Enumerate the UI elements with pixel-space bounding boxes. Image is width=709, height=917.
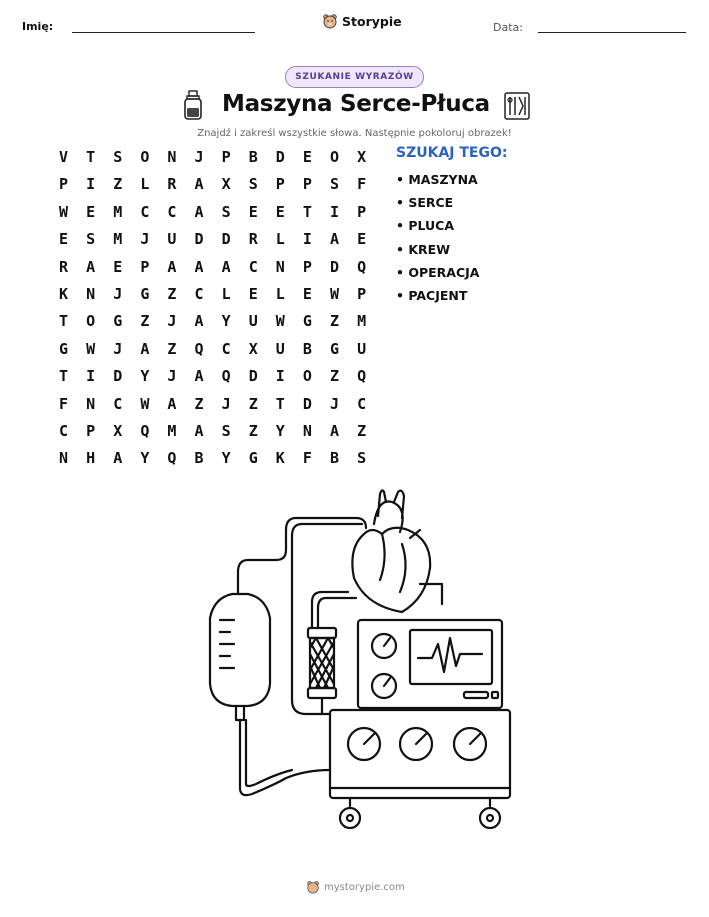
grid-letter[interactable]: K: [275, 449, 285, 468]
page-title: Maszyna Serce-Płuca: [222, 91, 490, 117]
grid-letter[interactable]: A: [194, 367, 204, 386]
grid-letter[interactable]: X: [248, 339, 258, 358]
grid-letter[interactable]: Y: [140, 367, 150, 386]
footer-url[interactable]: mystorypie.com: [324, 881, 405, 893]
word-item: • MASZYNA: [396, 172, 478, 187]
grid-letter[interactable]: W: [275, 312, 285, 331]
grid-letter[interactable]: O: [140, 148, 150, 166]
grid-letter[interactable]: J: [329, 394, 339, 413]
grid-letter[interactable]: Q: [140, 421, 150, 440]
word-search-grid[interactable]: [50, 149, 375, 478]
grid-letter[interactable]: C: [113, 394, 123, 413]
grid-letter[interactable]: D: [329, 257, 339, 276]
word-list: [396, 172, 479, 311]
instructions: Znajdź i zakreśl wszystkie słowa. Następnie pokoloruj obrazek!: [197, 128, 512, 139]
grid-letter[interactable]: F: [59, 394, 69, 413]
grid-letter[interactable]: A: [167, 394, 177, 413]
grid-letter[interactable]: E: [59, 230, 69, 249]
grid-letter[interactable]: N: [302, 421, 312, 440]
grid-letter[interactable]: C: [167, 202, 177, 221]
grid-letter[interactable]: Z: [194, 394, 204, 413]
grid-row: [50, 396, 375, 423]
grid-letter[interactable]: P: [302, 175, 312, 194]
grid-letter[interactable]: G: [140, 284, 150, 303]
grid-letter[interactable]: E: [113, 257, 123, 276]
grid-letter[interactable]: Q: [357, 367, 367, 386]
grid-letter[interactable]: Q: [167, 449, 177, 468]
grid-letter[interactable]: R: [59, 257, 69, 276]
grid-letter[interactable]: X: [113, 421, 123, 440]
grid-letter[interactable]: E: [248, 202, 258, 221]
grid-letter[interactable]: I: [302, 230, 312, 249]
grid-letter[interactable]: A: [167, 257, 177, 276]
grid-letter[interactable]: A: [329, 230, 339, 249]
grid-letter[interactable]: R: [167, 175, 177, 194]
grid-letter[interactable]: A: [194, 175, 204, 194]
grid-letter[interactable]: M: [113, 230, 123, 249]
grid-letter[interactable]: Z: [357, 421, 367, 440]
grid-letter[interactable]: Q: [221, 367, 231, 386]
grid-letter[interactable]: X: [221, 175, 231, 194]
grid-row: [50, 368, 375, 395]
grid-letter[interactable]: C: [357, 394, 367, 413]
word-item: • PACJENT: [396, 287, 468, 303]
grid-letter[interactable]: S: [86, 230, 96, 249]
grid-letter[interactable]: C: [194, 284, 204, 303]
grid-letter[interactable]: Y: [275, 421, 285, 440]
grid-letter[interactable]: A: [194, 257, 204, 276]
date-line[interactable]: [538, 32, 686, 33]
grid-letter[interactable]: M: [357, 312, 367, 331]
grid-letter[interactable]: E: [302, 148, 312, 166]
grid-letter[interactable]: Y: [140, 449, 150, 468]
grid-row: [50, 259, 375, 286]
grid-letter[interactable]: O: [86, 312, 96, 331]
grid-letter[interactable]: C: [59, 421, 69, 440]
grid-letter[interactable]: D: [194, 230, 204, 249]
grid-row: [50, 423, 375, 450]
grid-letter[interactable]: S: [113, 148, 123, 166]
grid-letter[interactable]: Z: [248, 394, 258, 413]
heart-lung-machine-illustration[interactable]: [196, 488, 516, 840]
grid-letter[interactable]: N: [167, 148, 177, 166]
grid-letter[interactable]: Q: [194, 339, 204, 358]
grid-letter[interactable]: U: [167, 230, 177, 249]
grid-letter[interactable]: Z: [167, 339, 177, 358]
grid-letter[interactable]: J: [140, 230, 150, 249]
grid-letter[interactable]: S: [248, 175, 258, 194]
grid-letter[interactable]: Z: [113, 175, 123, 194]
grid-letter[interactable]: Y: [221, 449, 231, 468]
grid-letter[interactable]: Z: [329, 367, 339, 386]
grid-letter[interactable]: B: [194, 449, 204, 468]
grid-letter[interactable]: F: [357, 175, 367, 194]
brand-name: Storypie: [342, 13, 402, 29]
grid-letter[interactable]: M: [113, 202, 123, 221]
grid-letter[interactable]: P: [221, 148, 231, 166]
grid-letter[interactable]: T: [275, 394, 285, 413]
grid-letter[interactable]: S: [357, 449, 367, 468]
grid-letter[interactable]: P: [86, 421, 96, 440]
grid-letter[interactable]: A: [194, 421, 204, 440]
grid-letter[interactable]: P: [275, 175, 285, 194]
word-item: • PLUCA: [396, 218, 455, 234]
grid-row: [50, 231, 375, 258]
grid-letter[interactable]: W: [140, 394, 150, 413]
grid-letter[interactable]: B: [302, 339, 312, 358]
grid-letter[interactable]: A: [221, 257, 231, 276]
grid-letter[interactable]: U: [248, 312, 258, 331]
grid-letter[interactable]: I: [329, 202, 339, 221]
grid-letter[interactable]: A: [86, 257, 96, 276]
grid-row: [50, 313, 375, 340]
grid-letter[interactable]: A: [329, 421, 339, 440]
grid-letter[interactable]: B: [248, 148, 258, 166]
grid-letter[interactable]: Q: [357, 257, 367, 276]
grid-letter[interactable]: C: [221, 339, 231, 358]
grid-letter[interactable]: D: [248, 367, 258, 386]
grid-letter[interactable]: T: [59, 312, 69, 331]
grid-letter[interactable]: T: [59, 367, 69, 386]
grid-letter[interactable]: E: [302, 284, 312, 303]
grid-letter[interactable]: J: [113, 339, 123, 358]
grid-row: [50, 149, 375, 176]
grid-letter[interactable]: L: [275, 284, 285, 303]
grid-letter[interactable]: Z: [140, 312, 150, 331]
grid-letter[interactable]: A: [194, 202, 204, 221]
grid-letter[interactable]: G: [59, 339, 69, 358]
date-label: Data:: [493, 21, 523, 34]
grid-letter[interactable]: B: [329, 449, 339, 468]
grid-letter[interactable]: N: [59, 449, 69, 468]
grid-letter[interactable]: T: [86, 148, 96, 166]
grid-letter[interactable]: S: [221, 202, 231, 221]
brand-logo: [322, 13, 402, 29]
grid-letter[interactable]: A: [140, 339, 150, 358]
grid-letter[interactable]: E: [86, 202, 96, 221]
footer: [306, 880, 405, 894]
word-item: • SERCE: [396, 195, 454, 211]
surgical-tools-icon: [504, 92, 530, 120]
grid-letter[interactable]: V: [59, 148, 69, 166]
grid-letter[interactable]: D: [275, 148, 285, 166]
grid-row: [50, 176, 375, 203]
grid-letter[interactable]: F: [302, 449, 312, 468]
word-item: • OPERACJA: [396, 264, 480, 280]
grid-letter[interactable]: G: [248, 449, 258, 468]
grid-letter[interactable]: P: [59, 175, 69, 194]
grid-letter[interactable]: O: [329, 148, 339, 166]
grid-letter[interactable]: I: [86, 175, 96, 194]
grid-letter[interactable]: O: [302, 367, 312, 386]
grid-letter[interactable]: E: [357, 230, 367, 249]
grid-letter[interactable]: R: [248, 230, 258, 249]
grid-letter[interactable]: P: [357, 202, 367, 221]
grid-row: [50, 341, 375, 368]
grid-letter[interactable]: U: [357, 339, 367, 358]
grid-letter[interactable]: W: [329, 284, 339, 303]
grid-letter[interactable]: D: [302, 394, 312, 413]
bear-icon: [322, 13, 338, 29]
grid-letter[interactable]: G: [302, 312, 312, 331]
grid-letter[interactable]: P: [302, 257, 312, 276]
blood-bottle-icon: [183, 90, 203, 120]
name-line[interactable]: [72, 32, 255, 33]
grid-row: [50, 450, 375, 477]
grid-letter[interactable]: A: [194, 312, 204, 331]
grid-letter[interactable]: C: [140, 202, 150, 221]
grid-letter[interactable]: N: [86, 284, 96, 303]
grid-letter[interactable]: U: [275, 339, 285, 358]
grid-letter[interactable]: I: [275, 367, 285, 386]
grid-letter[interactable]: L: [140, 175, 150, 194]
grid-letter[interactable]: A: [113, 449, 123, 468]
grid-letter[interactable]: G: [113, 312, 123, 331]
grid-letter[interactable]: N: [275, 257, 285, 276]
grid-letter[interactable]: D: [221, 230, 231, 249]
grid-letter[interactable]: L: [275, 230, 285, 249]
grid-letter[interactable]: P: [140, 257, 150, 276]
grid-row: [50, 204, 375, 231]
grid-letter[interactable]: K: [59, 284, 69, 303]
word-item: • KREW: [396, 241, 450, 257]
grid-letter[interactable]: E: [275, 202, 285, 221]
grid-letter[interactable]: D: [113, 367, 123, 386]
grid-letter[interactable]: Z: [248, 421, 258, 440]
grid-letter[interactable]: Y: [221, 312, 231, 331]
word-list-title: SZUKAJ TEGO:: [396, 145, 508, 161]
grid-letter[interactable]: Z: [329, 312, 339, 331]
name-label: Imię:: [22, 20, 54, 33]
grid-letter[interactable]: S: [221, 421, 231, 440]
grid-letter[interactable]: J: [113, 284, 123, 303]
grid-letter[interactable]: S: [329, 175, 339, 194]
grid-letter[interactable]: W: [86, 339, 96, 358]
grid-letter[interactable]: I: [86, 367, 96, 386]
activity-badge: SZUKANIE WYRAZÓW: [285, 66, 424, 88]
grid-letter[interactable]: P: [357, 284, 367, 303]
grid-letter[interactable]: J: [167, 367, 177, 386]
grid-letter[interactable]: T: [302, 202, 312, 221]
grid-letter[interactable]: J: [194, 148, 204, 166]
grid-letter[interactable]: M: [167, 421, 177, 440]
grid-letter[interactable]: N: [86, 394, 96, 413]
grid-letter[interactable]: Z: [167, 284, 177, 303]
grid-letter[interactable]: G: [329, 339, 339, 358]
grid-letter[interactable]: H: [86, 449, 96, 468]
grid-letter[interactable]: E: [248, 284, 258, 303]
bear-icon: [306, 880, 320, 894]
grid-letter[interactable]: J: [221, 394, 231, 413]
grid-letter[interactable]: L: [221, 284, 231, 303]
grid-letter[interactable]: X: [357, 148, 367, 166]
grid-letter[interactable]: W: [59, 202, 69, 221]
grid-letter[interactable]: J: [167, 312, 177, 331]
grid-letter[interactable]: C: [248, 257, 258, 276]
grid-row: [50, 286, 375, 313]
